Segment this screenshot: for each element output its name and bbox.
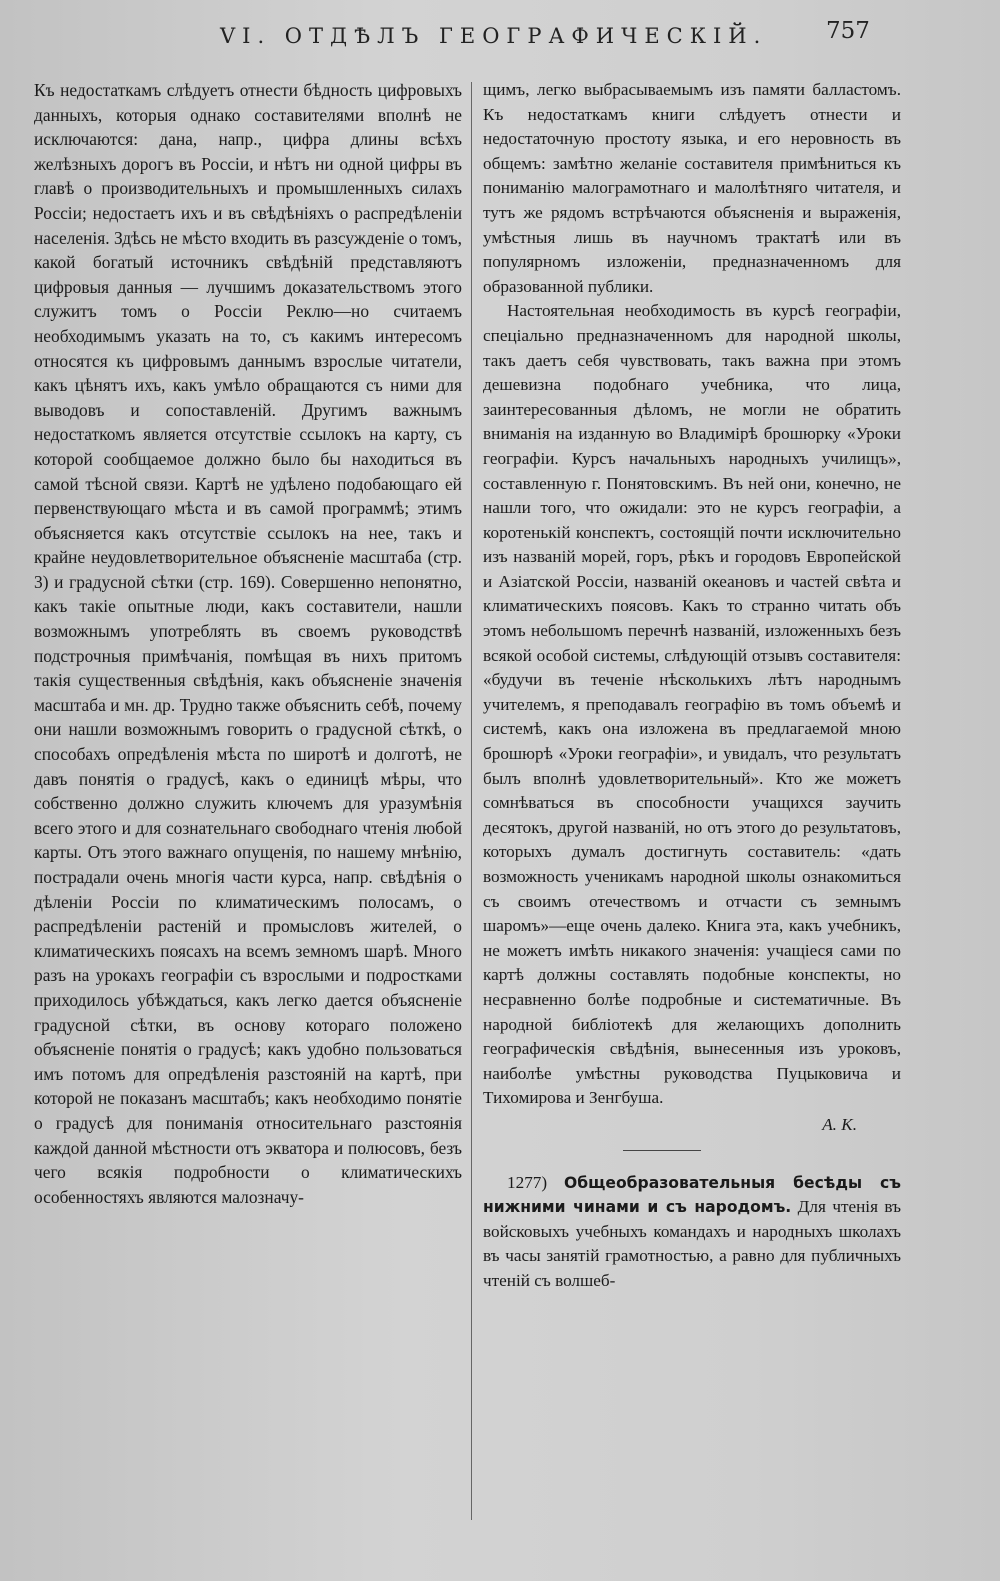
page-number: 757 xyxy=(826,18,870,44)
right-column xyxy=(483,78,901,1294)
left-paragraph: Къ недостаткамъ слѣдуетъ отнести бѣдность цифровыхъ данныхъ, которыя однако составителями вполнѣ не исключаются: дана, напр., цифра длины всѣхъ желѣзныхъ дорогъ въ Россіи, и нѣтъ ни одной цифры въ главѣ о производительныхъ и промышленныхъ силахъ Россіи; недостаетъ ихъ и въ свѣдѣніяхъ о распредѣленіи населенія. Здѣсь не мѣсто входить въ разсужденіе о томъ, какой богатый источникъ свѣдѣній представляютъ цифровыя данныя — лучшимъ доказательствомъ этого служитъ томъ о Россіи Реклю—но считаемъ необходимымъ указать на то, съ какимъ интересомъ относятся къ цифровымъ даннымъ взрослые читатели, какъ цѣнятъ ихъ, какъ умѣло обращаются съ ними для выводовъ и сопоставленій. Другимъ важнымъ недостаткомъ является отсутствіе ссылокъ на карту, съ которой сообщаемое должно было бы находиться въ самой тѣсной связи. Картѣ не удѣлено подобающаго ей первенствующаго мѣста и въ самой программѣ; этимъ объясняется какъ отсутствіе ссылокъ на нее, такъ и крайне неудовлетворительное объясненіе масштаба (стр. 3) и градусной сѣтки (стр. 169). Совершенно непонятно, какъ такіе опытные люди, какъ составители, нашли возможнымъ употреблять въ своемъ руководствѣ подстрочныя примѣчанія, помѣщая въ нихъ притомъ такія существенныя свѣдѣнія, какъ объясненіе значенія масштаба и мн. др. Трудно также объяснить себѣ, почему они нашли возможнымъ говорить о градусной сѣткѣ, о способахъ опредѣленія мѣста по широтѣ и долготѣ, не давъ понятія о градусѣ, какъ о единицѣ мѣры, что собственно должно служить ключемъ для уразумѣнія всего этого и для сознательнаго свободнаго чтенія любой карты. Отъ этого важнаго опущенія, по нашему мнѣнію, пострадали очень многія части курса, напр. свѣдѣнія о дѣленіи Россіи по климатическимъ полосамъ, о распредѣленіи растеній и промысловъ жителей, о климатическихъ поясахъ на всемъ земномъ шарѣ. Много разъ на урокахъ географіи съ взрослыми и подростками приходилось убѣждаться, какъ легко дается объясненіе градусной сѣтки, въ основу котораго положено объясненіе понятія о градусѣ; какъ удобно пользоваться имъ потомъ для опредѣленія разстояній на картѣ, при которой не показанъ масштабъ; какъ необходимо понятіе о градусѣ для пониманія относительнаго разстоянія каждой данной мѣстности отъ экватора и полюсовъ, безъ чего всякія подробности о климатическихъ особенностяхъ являются малозначу- xyxy=(34,80,462,1207)
column-divider xyxy=(471,82,472,1520)
section-title: VI. ОТДѢЛЪ ГЕОГРАФИЧЕСКІЙ. xyxy=(220,24,768,48)
right-paragraph-2: Настоятельная необходимость въ курсѣ географіи, спеціально предназначенномъ для народной школы, такъ даетъ себя чувствовать, такъ важна при этомъ дешевизна подобнаго учебника, что лица, заинтересованныя дѣломъ, не могли не обратить вниманія на изданную во Владимірѣ брошюрку «Уроки географіи. Курсъ начальныхъ народныхъ училищъ», составленную г. Понятовскимъ. Въ ней они, конечно, не нашли того, что ожидали: это не курсъ географіи, а коротенькій конспектъ, состоящій почти исключительно изъ названій морей, горъ, рѣкъ и городовъ Европейской и Азіатской Россіи, названій океановъ и частей свѣта и климатическихъ поясовъ. Какъ то странно читать объ этомъ небольшомъ перечнѣ названій, изложенныхъ безъ всякой особой системы, слѣдующій отзывъ составителя: «будучи въ теченіе нѣсколькихъ лѣтъ народнымъ учителемъ, я преподавалъ географію въ томъ объемѣ и системѣ, какъ она изложена въ предлагаемой мною брошюрѣ «Уроки географіи», и увидалъ, что результатъ былъ вполнѣ удовлетворительный». Кто же можетъ сомнѣваться въ способности учащихся заучить десятокъ, другой названій, но отъ этого до результатовъ, которыхъ думалъ достигнуть составитель: «дать возможность ученикамъ народной школы ознакомиться съ своимъ отечествомъ и отчасти съ земнымъ шаромъ»—еще очень далеко. Книга эта, какъ учебникъ, не можетъ имѣть никакого значенія: учащіеся сами по картѣ должны составлять подобные конспекты, но несравненно болѣе подробные и систематичные. Въ народной библіотекѣ для желающихъ дополнить географическія свѣдѣнія, вынесенныя изъ уроковъ, наиболѣе умѣстны руководства Пуцыковича и Тихомирова и Зенгбуша. xyxy=(483,301,901,1108)
left-column xyxy=(34,78,462,1209)
entry-1277 xyxy=(483,1171,901,1294)
right-paragraph-1: щимъ, легко выбрасываемымъ изъ памяти балластомъ. Къ недостаткамъ книги слѣдуетъ отнести и недостаточную простоту языка, и его неровность въ общемъ: замѣтно желаніе составителя примѣниться къ пониманію малограмотнаго и малолѣтняго читателя, и тутъ же рядомъ встрѣчаются объясненія и выраженія, умѣстныя лишь въ научномъ трактатѣ или въ популярномъ изложеніи, предназначенномъ для образованной публики. xyxy=(483,80,901,296)
entry-text: Для чтенія въ войсковыхъ учебныхъ командахъ и народныхъ школахъ въ часы занятій грамотностью, а равно для публичныхъ чтеній съ волшеб- xyxy=(483,1197,901,1290)
entry-number: 1277) xyxy=(507,1172,548,1192)
separator-rule xyxy=(623,1150,701,1151)
author-signature: А. К. xyxy=(822,1114,857,1134)
entry-title: Общеобразовательныя бесѣды съ нижними чинами и съ народомъ. xyxy=(483,1173,902,1217)
running-head xyxy=(0,14,1000,54)
